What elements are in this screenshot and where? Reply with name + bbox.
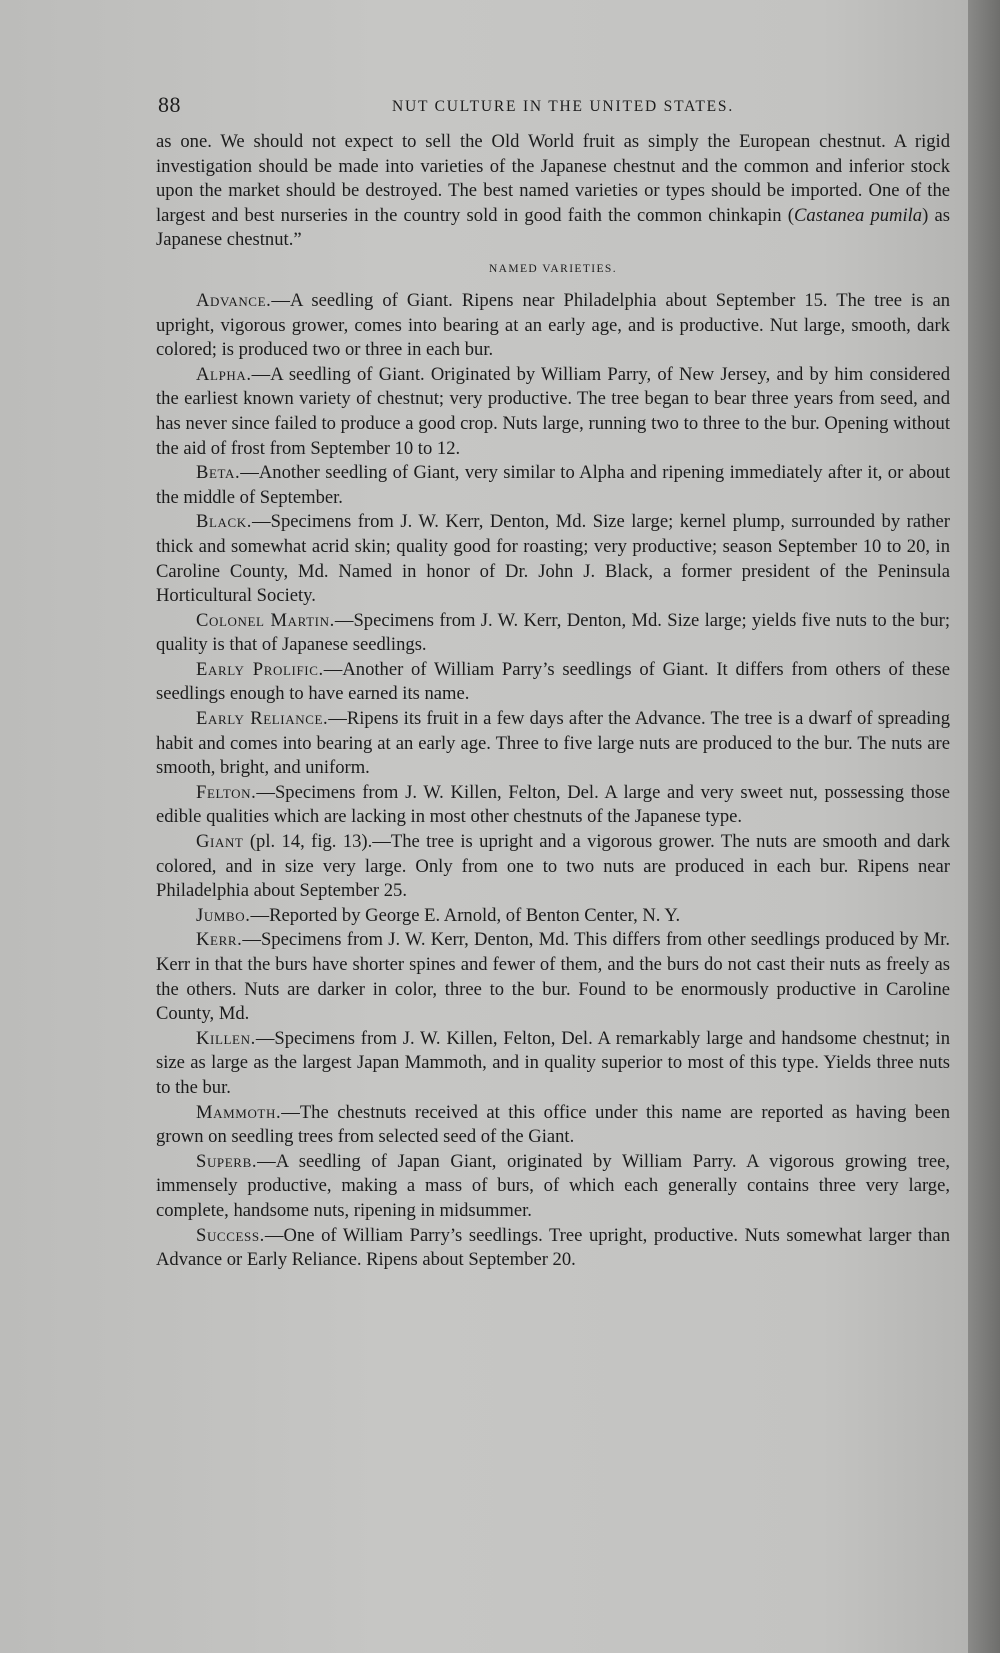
page-content [156, 92, 950, 1273]
variety-name: Black. [196, 511, 253, 533]
variety-description: —A seedling of Japan Giant, originated by William Parry. A vigorous growing tree, immensely productive, making a mass of burs, of which each generally contains three very large, complete, handsome nuts, ripening in midsummer. [156, 1150, 950, 1221]
variety-name: Felton. [196, 781, 257, 803]
variety-description: —Specimens from J. W. Killen, Felton, Del. A remarkably large and handsome chestnut; in size as large as the largest Japan Mammoth, and in quality superior to most of this type. Yields three nuts to the bur. [156, 1027, 950, 1098]
variety-description: —Specimens from J. W. Kerr, Denton, Md. Size large; yields five nuts to the bur; quality is that of Japanese seedlings. [156, 609, 951, 656]
variety-description: —A seedling of Giant. Ripens near Philadelphia about September 15. The tree is an upright, vigorous grower, comes into bearing at an early age, and is productive. Nut large, smooth, dark colored; is produced two or three in each bur. [156, 289, 950, 361]
variety-description: (pl. 14, fig. 13).—The tree is upright and a vigorous grower. The nuts are smooth and dark colored, and in size very large. Only from one to two nuts are produced in each bur. Ripens near Philadelphia about September 25. [156, 831, 950, 902]
variety-entry-superb [156, 1150, 950, 1224]
variety-name: Kerr. [196, 929, 243, 951]
variety-description: —Reported by George E. Arnold, of Benton Center, N. Y. [250, 904, 681, 926]
variety-name: Mammoth. [196, 1101, 282, 1123]
intro-text-end: ) as Japanese chestnut.” [156, 204, 950, 251]
variety-entry-colonel-martin [156, 609, 950, 658]
variety-description: —One of William Parry’s seedlings. Tree upright, productive. Nuts somewhat larger than Advance or Early Reliance. Ripens about September 20. [156, 1224, 950, 1271]
variety-name: Giant [196, 831, 244, 853]
page-number: 88 [158, 92, 181, 117]
variety-entry-mammoth [156, 1101, 950, 1150]
variety-name: Beta. [196, 462, 241, 484]
variety-name: Jumbo. [196, 904, 251, 926]
variety-entry-alpha [156, 363, 950, 461]
section-heading: NAMED VARIETIES. [488, 262, 618, 275]
variety-description: —A seedling of Giant. Originated by William Parry, of New Jersey, and by him considered the earliest known variety of chestnut; very productive. The tree began to bear three years from seed, and has never since failed to produce a good crop. Nuts large, running two to three to the bur. Opening without the aid of frost from September 10 to 12. [156, 363, 950, 459]
variety-description: —Specimens from J. W. Kerr, Denton, Md. Size large; kernel plump, surrounded by rather thick and somewhat acrid skin; quality good for roasting; very productive; season September 10 to 20, in Caroline County, Md. Named in honor of Dr. John J. Black, a former president of the Peninsula Horticultural Society. [156, 511, 950, 607]
variety-entry-felton [156, 781, 950, 830]
variety-name: Early Reliance. [196, 708, 329, 730]
variety-entry-early-prolific [156, 658, 950, 707]
variety-entry-giant [156, 830, 950, 904]
variety-description: —Specimens from J. W. Kerr, Denton, Md. This differs from other seedlings produced by Mr. Kerr in that the burs have shorter spines and fewer of them, and the burs do not cast their nuts as freely as the others. Nuts are darker in color, three to the bur. Found to be enormously productive in Caroline County, Md. [156, 929, 950, 1025]
variety-entry-jumbo [156, 904, 950, 929]
variety-name: Advance. [196, 289, 272, 311]
varieties-list [156, 289, 950, 1273]
intro-italic-species: Castanea pumila [794, 204, 923, 226]
variety-description: —Another seedling of Giant, very similar to Alpha and ripening immediately after it, or about the middle of September. [156, 462, 950, 508]
page-edge-shadow [968, 0, 1000, 1653]
intro-paragraph [156, 130, 950, 253]
variety-entry-advance [156, 289, 950, 363]
variety-name: Alpha. [196, 363, 252, 385]
variety-description: —Another of William Parry’s seedlings of Giant. It differs from others of these seedlings enough to have earned its name. [156, 658, 950, 705]
running-title: NUT CULTURE IN THE UNITED STATES. [391, 98, 735, 115]
variety-entry-success [156, 1224, 950, 1273]
variety-name: Success. [196, 1224, 265, 1246]
page-header [156, 92, 950, 126]
variety-name: Superb. [196, 1150, 258, 1172]
variety-entry-early-reliance [156, 707, 950, 781]
variety-description: —Specimens from J. W. Killen, Felton, Del. A large and very sweet nut, possessing those edible qualities which are lacking in most other chestnuts of the Japanese type. [156, 781, 950, 828]
variety-entry-beta [156, 461, 950, 510]
variety-name: Colonel Martin. [196, 609, 335, 631]
variety-description: —Ripens its fruit in a few days after the Advance. The tree is a dwarf of spreading habit and comes into bearing at an early age. Three to five large nuts are produced to the bur. The nuts are smooth, bright, and uniform. [156, 708, 950, 779]
variety-entry-kerr [156, 928, 950, 1026]
variety-description: —The chestnuts received at this office under this name are reported as having been grown on seedling trees from selected seed of the Giant. [156, 1101, 950, 1148]
variety-name: Killen. [196, 1027, 256, 1049]
variety-entry-killen [156, 1027, 950, 1101]
variety-name: Early Prolific. [196, 658, 324, 680]
intro-text: as one. We should not expect to sell the Old World fruit as simply the European chestnut. A rigid investigation should be made into varieties of the Japanese chestnut and the common and inferior stock upon the market should be destroyed. The best named varieties or types should be imported. One of the largest and best nurseries in the country sold in good faith the common chinkapin ( [156, 131, 950, 226]
variety-entry-black [156, 510, 950, 608]
